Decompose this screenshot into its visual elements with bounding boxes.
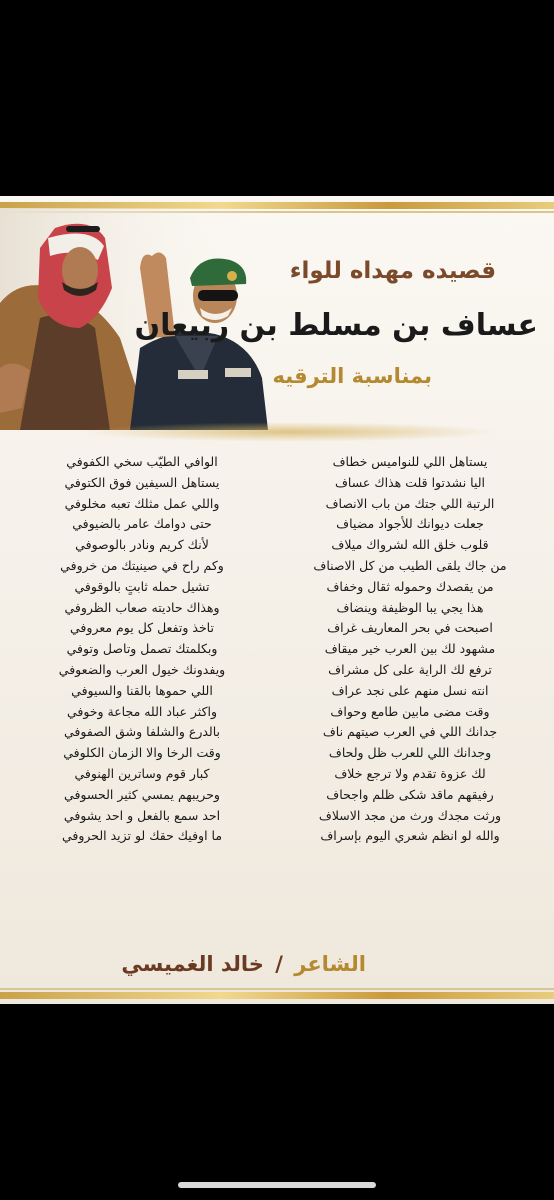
verse: وقت الرخا والا الزمان الكلوفي — [63, 745, 221, 761]
poem-body — [0, 452, 554, 932]
verse: كبار قوم وساترين الهنوفي — [74, 765, 210, 781]
verse: واكثر عباد الله مجاعة وخوفي — [66, 703, 218, 719]
occasion-line: بمناسبة الترقيه — [272, 364, 432, 388]
gold-divider-sweep — [80, 422, 500, 442]
verse: وهذاك حاديته صعاب الظروفي — [64, 599, 220, 615]
poem-left-column — [20, 452, 264, 847]
verse: هذا يجي يبا الوظيفة وينضاف — [336, 599, 484, 615]
verse: تشيل حمله ثابتٍ بالوقوفي — [74, 578, 210, 594]
poet-signature — [121, 952, 366, 976]
home-indicator[interactable] — [178, 1182, 376, 1188]
verse: رفيقهم ماقد شكى ظلم واجحاف — [326, 786, 494, 802]
verse: اليا نشدتوا قلت هذاك عساف — [334, 474, 486, 490]
verse: وحريبهم يمسي كثير الحسوفي — [64, 786, 220, 802]
poet-label: الشاعر — [294, 952, 366, 976]
verse: الوافي الطيّب سخي الكفوفي — [66, 454, 218, 469]
poem-right-column — [286, 452, 534, 847]
verse: حتى دوامك عامر بالضيوفي — [72, 516, 212, 532]
verse: يستاهل السيفين فوق الكتوفي — [64, 474, 220, 490]
verse: والله لو انظم شعري اليوم بإسراف — [320, 828, 500, 844]
poet-separator: / — [275, 952, 283, 976]
verse: مشهود لك بين العرب خير ميقاف — [324, 641, 496, 657]
verse: ترفع لك الراية على كل مشراف — [328, 661, 492, 677]
verse: وكم راح في صينيتك من خروفي — [60, 557, 224, 573]
bottom-gold-border — [0, 992, 554, 999]
verse: وقت مضى مابين طامع وحواف — [330, 703, 490, 719]
bottom-thin-line — [0, 988, 554, 990]
verse: وجدانك اللي للعرب ظل ولحاف — [328, 745, 492, 761]
verse: احد سمع بالفعل و احد يشوفي — [63, 807, 221, 823]
verse: من جاك يلقى الطيب من كل الاصناف — [313, 557, 507, 573]
verse: ورثت مجدك ورث من مجد الاسلاف — [318, 807, 502, 823]
verse: وبكلمتك تصمل وتاصل وتوفي — [66, 641, 218, 657]
verse: قلوب خلق الله لشرواك ميلاف — [331, 537, 489, 553]
verse: من يقصدك وحموله ثقال وخفاف — [326, 578, 494, 594]
verse: لأنك كريم ونادر بالوصوفي — [75, 537, 209, 553]
verse: جعلت ديوانك للأجواد مضياف — [336, 516, 484, 532]
verse: جدانك اللي في العرب صيتهم ناف — [322, 724, 498, 740]
verse: تاخذ وتفعل كل يوم معروفي — [70, 620, 214, 636]
honoree-name: عساف بن مسلط بن ربيعان — [134, 308, 538, 343]
verse: اصبحت في بحر المعاريف غراف — [327, 620, 493, 636]
poem-card — [0, 196, 554, 1004]
verse: ما اوفيك حقك لو تزيد الحروفي — [61, 828, 223, 844]
verse: واللي عمل مثلك تعبه مخلوفي — [64, 495, 220, 511]
verse: يستاهل اللي للنواميس خطاف — [332, 454, 488, 469]
verse: ويفدونك خيول العرب والضعوفي — [58, 661, 226, 677]
verse: الرتبة اللي جتك من باب الانصاف — [325, 495, 495, 511]
verse: اللي حموها بالقنا والسيوفي — [71, 682, 213, 698]
verse: لك عزوة تقدم ولا ترجع خلاف — [334, 765, 486, 781]
poet-name: خالد الغميسي — [121, 952, 264, 976]
verse: بالدرع والشلفا وشق الصفوفي — [63, 724, 221, 740]
verse: انته نسل منهم على نجد عراف — [331, 682, 489, 698]
dedication-line: قصيده مهداه للواء — [289, 258, 496, 284]
